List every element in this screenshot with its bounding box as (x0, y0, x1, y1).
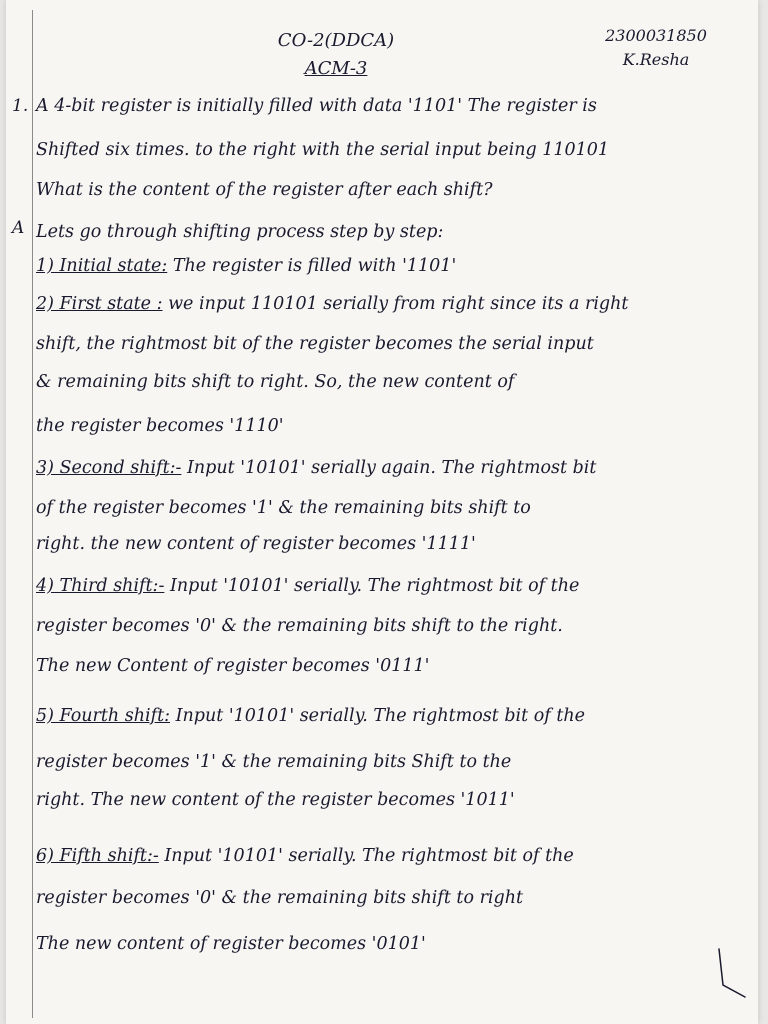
step-text: the register becomes '1110' (36, 416, 284, 436)
step-text: The register is filled with '1101' (172, 256, 457, 276)
step-text: of the register becomes '1' & the remaining bits shift to (36, 498, 531, 518)
step-text: register becomes '0' & the remaining bits shift to right (36, 888, 524, 908)
step-second-shift (36, 458, 751, 478)
step-text: shift, the rightmost bit of the register becomes the serial input (36, 334, 594, 354)
step-text: right. The new content of the register becomes '1011' (36, 790, 515, 810)
answer-intro: Lets go through shifting process step by step: (36, 222, 444, 242)
step-text: register becomes '0' & the remaining bits shift to the right. (36, 616, 563, 636)
roll-number: 2300031850 (605, 26, 707, 45)
question-line: A 4-bit register is initially filled with data '1101' The register is (36, 96, 597, 116)
step-text: Input '10101' serially. The rightmost bit of the (175, 706, 585, 726)
step-text: right. the new content of register becomes '1111' (36, 534, 476, 554)
step-text: register becomes '1' & the remaining bits Shift to the (36, 752, 512, 772)
step-heading: 5) Fourth shift: (36, 706, 171, 726)
question-marker: 1. (12, 96, 29, 116)
student-name: K.Resha (622, 50, 690, 69)
course-title: CO-2(DDCA) (277, 30, 395, 51)
step-text: Input '10101' serially. The rightmost bit of the (164, 846, 574, 866)
step-text: The new content of register becomes '0101' (36, 934, 426, 954)
step-first-state (36, 294, 751, 314)
step-text: we input 110101 serially from right since its a right (168, 294, 629, 314)
assignment-title: ACM-3 (304, 58, 368, 79)
question-line: What is the content of the register after each shift? (36, 180, 493, 200)
pen-stroke-mark (711, 945, 749, 1000)
step-text: & remaining bits shift to right. So, the new content of (36, 372, 515, 392)
step-initial-state (36, 256, 751, 276)
step-heading: 3) Second shift:- (36, 458, 182, 478)
step-heading: 6) Fifth shift:- (36, 846, 159, 866)
step-heading: 2) First state : (36, 294, 163, 314)
step-text: Input '10101' serially. The rightmost bit of the (169, 576, 580, 596)
notebook-page (6, 0, 758, 1024)
question-line: Shifted six times. to the right with the serial input being 110101 (36, 140, 610, 160)
step-heading: 1) Initial state: (36, 256, 168, 276)
step-third-shift (36, 576, 751, 596)
step-fifth-shift (36, 846, 751, 866)
step-heading: 4) Third shift:- (36, 576, 165, 596)
step-fourth-shift (36, 706, 751, 726)
step-text: The new Content of register becomes '0111' (36, 656, 430, 676)
margin-line (32, 10, 33, 1018)
step-text: Input '10101' serially again. The rightmost bit (187, 458, 597, 478)
answer-marker: A (12, 218, 25, 238)
